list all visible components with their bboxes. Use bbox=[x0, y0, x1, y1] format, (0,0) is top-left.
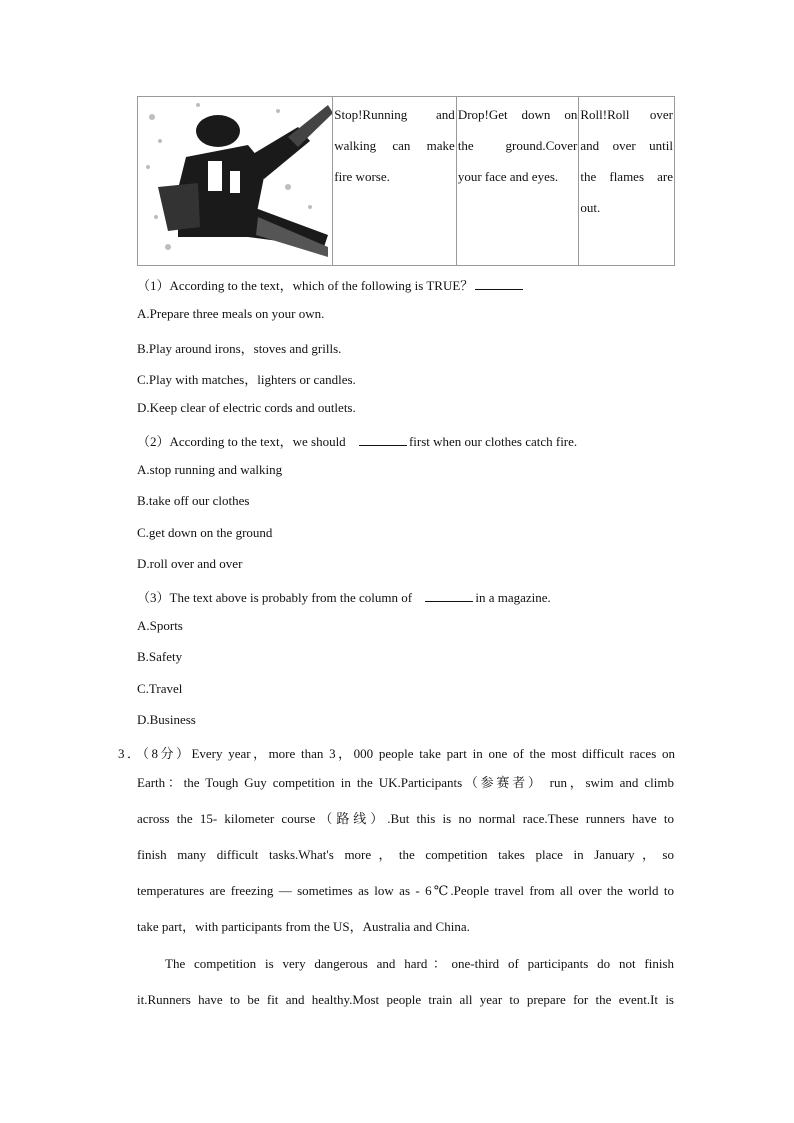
question-1-stem: （1）According to the text，which of the following is TRUE？ bbox=[137, 275, 525, 294]
q1-option-d: D.Keep clear of electric cords and outlets. bbox=[137, 400, 356, 415]
firefighter-illustration bbox=[138, 97, 332, 265]
q2-option-a: A.stop running and walking bbox=[137, 462, 283, 477]
table-cell-drop: Drop!Get down on the ground.Cover your face and eyes. bbox=[456, 97, 579, 265]
q3-option-a: A.Sports bbox=[137, 618, 183, 633]
firefighter-image bbox=[138, 97, 332, 265]
answer-blank[interactable] bbox=[475, 277, 523, 290]
fire-safety-table bbox=[137, 96, 675, 266]
q3-option-c: C.Travel bbox=[137, 681, 183, 696]
q1-option-a: A.Prepare three meals on your own. bbox=[137, 306, 325, 321]
answer-blank[interactable] bbox=[359, 433, 407, 446]
q2-option-c: C.get down on the ground bbox=[137, 525, 273, 540]
table-cell-stop: Stop!Running and walking can make fire worse. bbox=[332, 97, 456, 265]
q2-option-b: B.take off our clothes bbox=[137, 493, 250, 508]
passage-3-first-line: 3．（8分）Every year，more than 3，000 people take part in one of the most difficult races on bbox=[118, 746, 675, 761]
question-3-stem: （3）The text above is probably from the column of in a magazine. bbox=[137, 590, 551, 605]
question-2-stem: （2）According to the text，we should first when our clothes catch fire. bbox=[137, 434, 578, 449]
q1-option-c: C.Play with matches，lighters or candles. bbox=[137, 372, 356, 387]
q2-option-d: D.roll over and over bbox=[137, 556, 243, 571]
passage-3-paragraph-1: Earth：the Tough Guy competition in the UK.Participants（参赛者） run，swim and climb across the 15- kilometer course（路线）.But this is no normal race.These runners have to finish many difficult tasks.What's more，the competition takes place in January，so temperatures are freezing — sometimes as low as - 6℃.People travel from all over the world to take part，with participants from the US，Australia and China. bbox=[137, 775, 674, 934]
q3-option-b: B.Safety bbox=[137, 649, 183, 664]
passage-3-paragraph-2: The competition is very dangerous and hard：one-third of participants do not finish it.Runners have to be fit and healthy.Most people train all year to prepare for the event.It is bbox=[137, 956, 674, 1007]
q3-option-d: D.Business bbox=[137, 712, 196, 727]
answer-blank[interactable] bbox=[425, 589, 473, 602]
q1-option-b: B.Play around irons，stoves and grills. bbox=[137, 341, 342, 356]
table-cell-roll: Roll!Roll over and over until the flames are out. bbox=[578, 97, 674, 265]
